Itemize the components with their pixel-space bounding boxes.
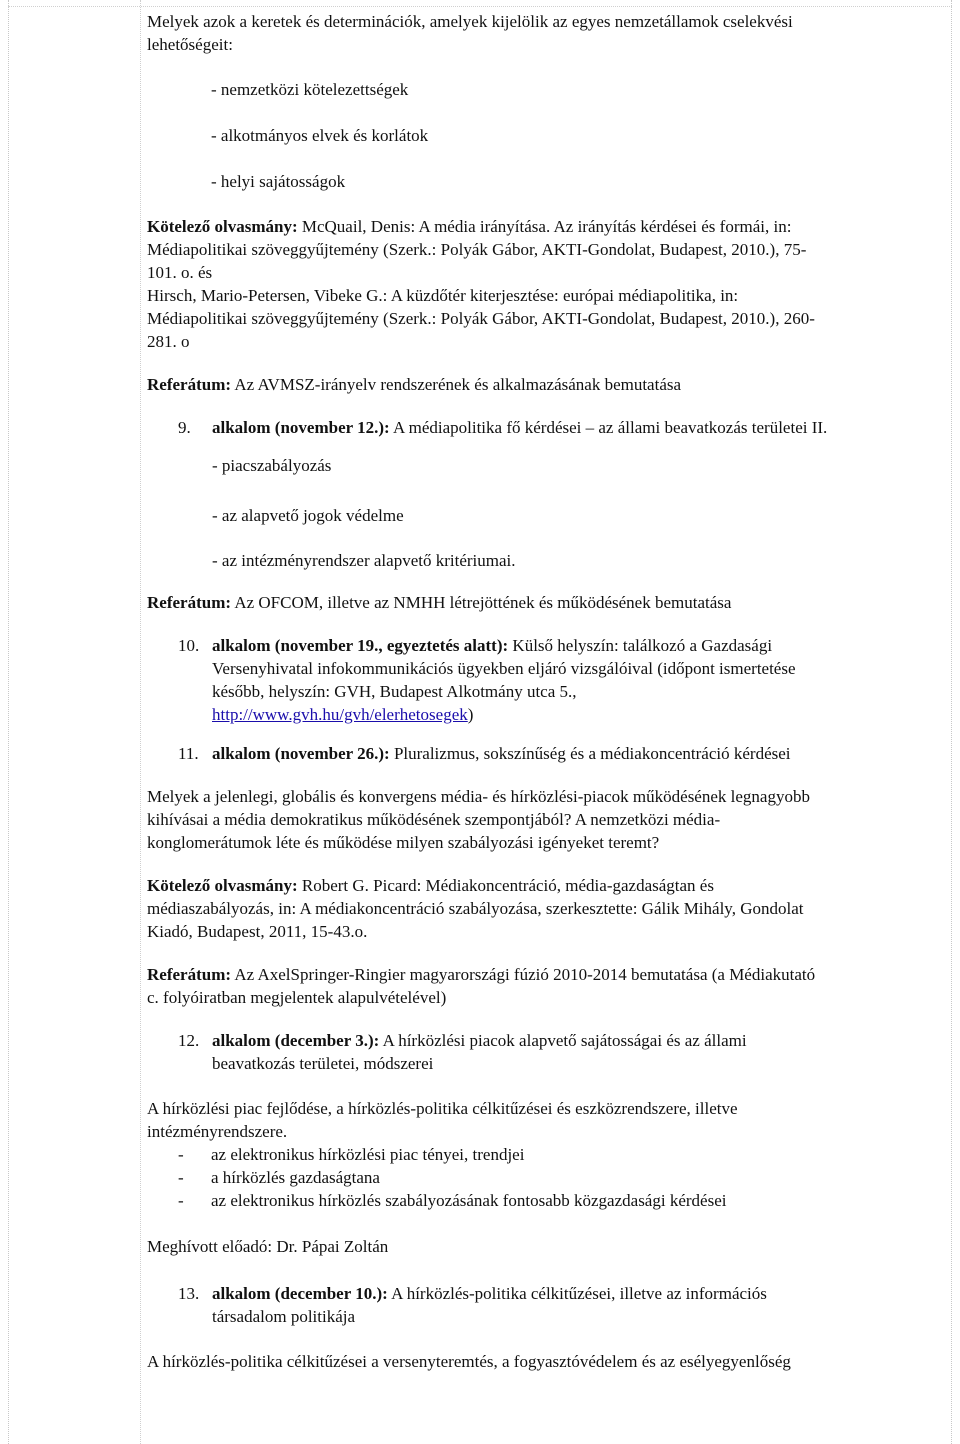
list-item: - alkotmányos elvek és korlátok <box>211 126 429 145</box>
lesson-heading: 10. alkalom (november 19., egyeztetés alatt): Külső helyszín: találkozó a Gazdasági Versenyhivatal infokommunikációs ügyekben eljáró vizsgálóival (időpont ismertetése később, helyszín: GVH, Budapest Alkotmány utca 5., http://www.gvh.hu/gvh/elerhetosegek) <box>147 634 952 726</box>
list-item: - a hírközlés gazdaságtana <box>178 1168 380 1187</box>
margin-guide <box>140 0 141 1444</box>
bullet-list <box>147 1143 952 1212</box>
referatum-paragraph: Referátum: Az AVMSZ-irányelv rendszerének és alkalmazásának bemutatása <box>147 375 682 394</box>
list-item: - az alapvető jogok védelme <box>212 506 404 525</box>
page-frame-right <box>951 0 960 1444</box>
referatum-paragraph: Referátum: Az OFCOM, illetve az NMHH létrejöttének és működésének bemutatása <box>147 593 732 612</box>
referatum-paragraph: Referátum: Az AxelSpringer-Ringier magyarországi fúzió 2010-2014 bemutatása (a Médiakutató c. folyóiratban megjelentek alapulvételével) <box>147 965 816 1007</box>
list-item: - nemzetközi kötelezettségek <box>211 80 409 99</box>
lesson-number: 9. <box>178 418 191 437</box>
page-frame-top <box>8 0 952 7</box>
lesson-heading: 9. alkalom (november 12.): A médiapolitika fő kérdései – az állami beavatkozás területei II. <box>147 416 952 439</box>
body-paragraph: A hírközlés-politika célkitűzései a versenyteremtés, a fogyasztóvédelem és az esélyegyenlőség <box>147 1352 791 1371</box>
lesson-heading: 11. alkalom (november 26.): Pluralizmus, sokszínűség és a médiakoncentráció kérdései <box>147 742 952 765</box>
list-item: - helyi sajátosságok <box>211 172 346 191</box>
list-item: - az intézményrendszer alapvető kritériumai. <box>212 551 516 570</box>
lesson-number: 11. <box>178 744 199 763</box>
guest-speaker: Meghívott előadó: Dr. Pápai Zoltán <box>147 1237 389 1256</box>
body-paragraph: A hírközlési piac fejlődése, a hírközlés-politika célkitűzései és eszközrendszere, illetve intézményrendszere. <box>147 1099 738 1141</box>
lesson-number: 12. <box>178 1031 200 1050</box>
page-frame-left <box>0 0 9 1444</box>
reading-paragraph: Kötelező olvasmány: McQuail, Denis: A média irányítása. Az irányítás kérdései és formái, in: Médiapolitikai szöveggyűjtemény (Szerk.: Polyák Gábor, AKTI-Gondolat, Budapest, 2010.), 75- 101. o. és Hirsch, Mario-Petersen, Vibeke G.: A küzdőtér kiterjesztése: európai médiapolitika, in: Médiapolitikai szöveggyűjtemény (Szerk.: Polyák Gábor, AKTI-Gondolat, Budapest, 2010.), 260- 281. o <box>147 217 815 351</box>
intro-paragraph: Melyek azok a keretek és determinációk, amelyek kijelölik az egyes nemzetállamok cselekvési lehetőségeit: <box>147 12 793 54</box>
list-item: - az elektronikus hírközlési piac tényei, trendjei <box>178 1145 525 1164</box>
list-item: - piacszabályozás <box>212 456 332 475</box>
intro-list <box>147 78 952 193</box>
lesson-heading: 13. alkalom (december 10.): A hírközlés-politika célkitűzései, illetve az információs társadalom politikája <box>147 1282 952 1328</box>
document-body <box>147 10 952 1373</box>
lesson-topics <box>147 454 952 572</box>
lesson-heading: 12. alkalom (december 3.): A hírközlési piacok alapvető sajátosságai és az állami beavatkozás területei, módszerei <box>147 1029 952 1075</box>
reading-paragraph: Kötelező olvasmány: Robert G. Picard: Médiakoncentráció, média-gazdaságtan és médiaszabályozás, in: A médiakoncentráció szabályozása, szerkesztette: Gálik Mihály, Gondolat Kiadó, Budapest, 2011, 15-43.o. <box>147 876 804 941</box>
lesson-number: 10. <box>178 636 200 655</box>
gvh-link[interactable]: http://www.gvh.hu/gvh/elerhetosegek <box>212 705 468 724</box>
list-item: - az elektronikus hírközlés szabályozásának fontosabb közgazdasági kérdései <box>178 1191 727 1210</box>
lesson-number: 13. <box>178 1284 200 1303</box>
body-paragraph: Melyek a jelenlegi, globális és konvergens média- és hírközlési-piacok működésének legnagyobb kihívásai a média demokratikus működésének szempontjából? A nemzetközi média- konglomerátumok léte és működése milyen szabályozási igényeket teremt? <box>147 787 810 852</box>
